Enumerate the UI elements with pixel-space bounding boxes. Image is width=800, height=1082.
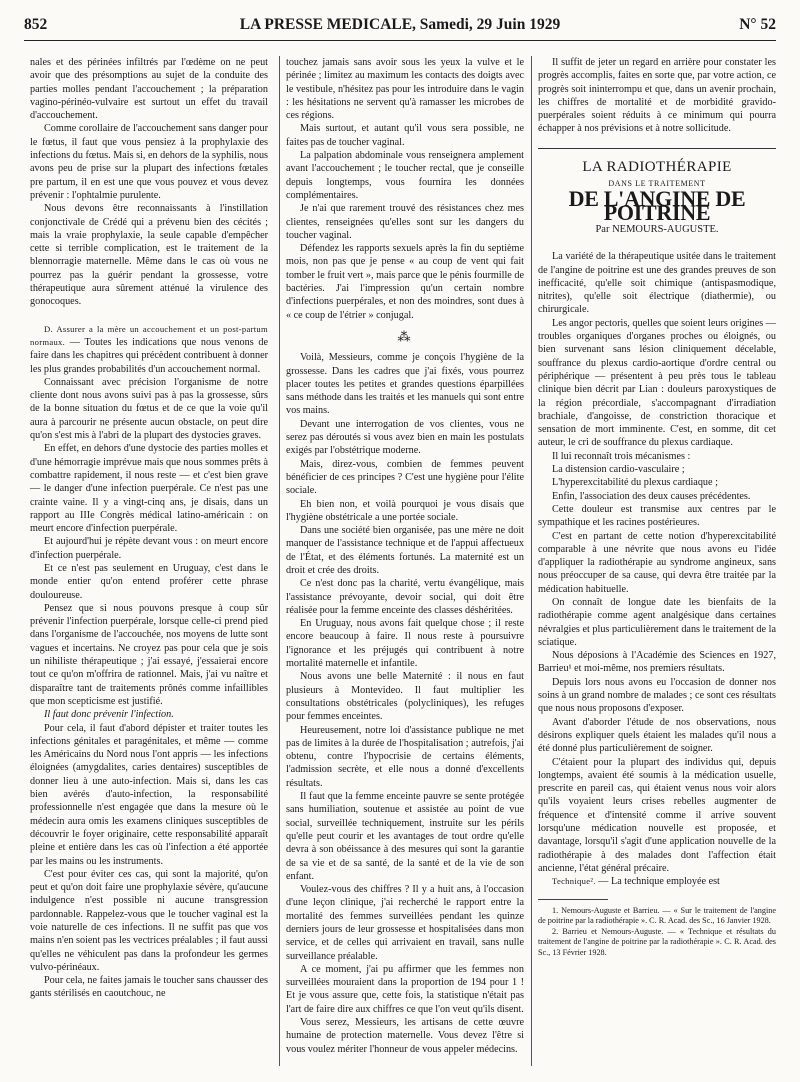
paragraph: Ce n'est donc pas la charité, vertu évangélique, mais l'assistance prévoyante, devoir social, qui doit être réalisée pour la femme enceinte des classes déshéritées. <box>286 578 524 616</box>
paragraph: Eh bien non, et voilà pourquoi je vous disais que l'hygiène obstétricale a une portée sociale. <box>286 498 524 523</box>
paragraph: Nous avons une belle Maternité : il nous en faut plusieurs à Montevideo. Il faut multiplier les consultations obstétricales (polycliniques), les refuges pour femmes enceintes. <box>286 671 524 723</box>
column-2 <box>286 56 524 1056</box>
header-rule <box>24 40 776 41</box>
section-separator: ⁂ <box>397 328 413 344</box>
list-item: La distension cardio-vasculaire ; <box>552 464 685 476</box>
paragraph: Et ce n'est pas seulement en Uruguay, c'est dans le monde entier qu'on entend proférer cette phrase douloureuse. <box>30 562 268 601</box>
paragraph: Depuis lors nous avons eu l'occasion de donner nos soins à un grand nombre de malades ; ce sont ces résultats que nous nous proposons d'exposer. <box>538 676 776 715</box>
footnote-2: 2. Barrieu et Nemours-Auguste. — « Technique et résultats du traitement de l'angine de poitrine par la radiothérapie ». C. R. Acad. des Sc., 13 Février 1928. <box>538 926 776 957</box>
section-text: — Toutes les indications que nous venons de faire dans les chapitres qui précèdent contribuent à donner les plus grandes probabilités d'un accouchement normal. <box>30 336 268 375</box>
article-kicker: LA RADIOTHÉRAPIE <box>582 158 732 175</box>
footnote-1: 1. Nemours-Auguste et Barrieu. — « Sur le traitement de l'angine de poitrine par la radiothérapie ». C. R. Acad. des Sc., 16 Janvier 1928. <box>538 905 776 926</box>
paragraph: Comme corollaire de l'accouchement sans danger pour le fœtus, il faut que vous pensiez à la prophylaxie des infections du fœtus. Mais si, en dehors de la syphilis, nous avons peu de prise sur la plupart des infections fœtales pre partum, il en est une que vous pouvez et vous devez prévenir : l'ophtalmie purulente. <box>30 123 268 201</box>
journal-title: LA PRESSE MEDICALE, Samedi, 29 Juin 1929 <box>239 16 561 33</box>
list-item: L'hyperexcitabilité du plexus cardiaque ; <box>552 477 718 489</box>
section-heading: D. Assurer a la mère un accouchement et un post-partum normaux. <box>30 323 268 347</box>
section-d-paragraph <box>30 323 268 376</box>
paragraph: On connaît de longue date les bienfaits de la radiothérapie comme agent analgésique dans certaines névralgies et plus particulièrement dans le traitement de la sciatique. <box>538 596 776 648</box>
paragraph: La variété de la thérapeutique usitée dans le traitement de l'angine de poitrine est une des grandes preuves de son inefficacité, qu'elle soit chimique (antispasmodique, nitrites), qu'elle soit électrique (diathermie), ou chirurgicale. <box>538 251 776 316</box>
paragraph: Voulez-vous des chiffres ? Il y a huit ans, à l'occasion d'une leçon clinique, j'ai recherché le rapport entre la mortalité des femmes surveillées pendant les quinze derniers jours de leur grossesse et hospitalisées dans mon service, et de celles qui arrivaient en travail, sans nulle surveillance préalable. <box>286 884 524 962</box>
paragraph: La palpation abdominale vous renseignera amplement avant l'accouchement ; le toucher rectal, que je conseille depuis longtemps, vous fournira les données complémentaires. <box>286 150 524 201</box>
paragraph: A ce moment, j'ai pu affirmer que les femmes non surveillées mouraient dans la proportion de 194 pour 1 ! Et je vous assure que, cette fois, la statistique n'était pas l'art de faire dire aux chiffres ce que l'on veut qu'ils disent. <box>286 963 524 1015</box>
article-kicker-secondary: DANS LE TRAITEMENT <box>608 179 706 189</box>
issue-number: N° 52 <box>739 16 776 33</box>
paragraph: C'étaient pour la plupart des individus qui, depuis longtemps, avaient été soumis à la médication usuelle, prescrite en pareil cas, qui étaient venus nous voir alors qu'ils voyaient leurs crises rebelles augmenter de fréquence et d'intensité comme il arrive souvent lorsqu'une médication nouvelle est proposée, et davantage, lorsqu'il s'agit d'une application nouvelle de la radiothérapie à des malades dont l'affection était ancienne, l'état général précaire. <box>538 756 776 874</box>
paragraph: Avant d'aborder l'étude de nos observations, nous désirons expliquer quels étaient les malades qu'il nous a été donné plus particulièrement de soigner. <box>538 716 776 755</box>
article-rule <box>538 148 776 149</box>
paragraph: C'est pour éviter ces cas, qui sont la majorité, qu'on peut et qu'on doit faire une prophylaxie sévère, qu'aucune indulgence n'est possible ni aucune transgression pardonnable. Rappelez-vous que le toucher vaginal est la voie naturelle de ces infections. Il ne suffit pas que vos mains n'en soient pas les vectrices préalables ; il faut aussi qu'elles ne véhiculent pas dans la profondeur les germes vulvo-périnéaux. <box>30 868 268 973</box>
paragraph: Mais, direz-vous, combien de femmes peuvent bénéficier de ces principes ? C'est une hygiène pour l'élite sociale. <box>286 458 524 497</box>
column-divider <box>531 56 532 1066</box>
column-3 <box>538 56 776 958</box>
paragraph: Mais surtout, et autant qu'il vous sera possible, ne faites pas de toucher vaginal. <box>286 123 524 148</box>
paragraph: Défendez les rapports sexuels après la fin du septième mois, non pas que je pense « au coup de vent qui fait tomber le fruit vert », mais parce que le pénis fourmille de bactéries. J'ai l'impression qu'un certain nombre d'infections puerpérales, et non des moindres, sont dues à « ce coup de l'étrier » conjugal. <box>286 243 524 321</box>
paragraph: Voilà, Messieurs, comme je conçois l'hygiène de la grossesse. Dans les cadres que j'ai fixés, vous pourrez placer toutes les petites et grandes questions éparpillées sans méthode dans les traités et les manuels qui sont entre vos mains. <box>286 352 524 417</box>
paragraph: Et aujourd'hui je répète devant vous : on meurt encore d'infection puerpérale. <box>30 536 268 561</box>
technique-paragraph <box>538 875 776 888</box>
paragraph: En Uruguay, nous avons fait quelque chose ; il reste encore beaucoup à faire. Il nous reste à poursuivre l'ignorance et les préjugés qui contribuent à notre mortalité maternelle et infantile. <box>286 618 524 670</box>
paragraph: Devant une interrogation de vos clientes, vous ne serez pas déroutés si vous avez bien en main les postulats exigés par l'obstétrique moderne. <box>286 418 524 457</box>
paragraph: touchez jamais sans avoir sous les yeux la vulve et le périnée ; limitez au maximum les contacts des doigts avec le vestibule, n'hésitez pas pour les introduire dans le vagin : les hésitations ne servent qu'à ramasser les microbes de ces régions. <box>286 57 524 122</box>
paragraph: En effet, en dehors d'une dystocie des parties molles et d'une hémorragie imprévue mais que nous sommes prêts à combattre rapidement, il nous reste — et c'est bien grave — le danger d'une infection puerpérale. Ce n'est pas une crainte vaine. Il y a vingt-cinq ans, je disais, dans un rapport au IIIe Congrès médical latino-américain : on meurt encore d'infection puerpérale. <box>30 443 268 535</box>
technique-label: Technique². <box>552 876 596 887</box>
column-1 <box>30 56 268 1001</box>
list-item: Enfin, l'association des deux causes précédentes. <box>552 490 751 502</box>
paragraph: Je n'ai que rarement trouvé des résistances chez mes clientes, renseignées qu'elles sont sur les dangers du toucher vaginal. <box>286 203 524 241</box>
paragraph: Nous devons être reconnaissants à l'instillation conjonctivale de Crédé qui a prévenu bien des cécités ; mais la vraie prophylaxie, la seule capable d'empêcher cette si terrible complication, est le traitement de la blennorragie maternelle. Même dans le cas où vous ne pourrez pas la guérir pendant la grossesse, votre thérapeutique aura sûrement atténué la virulence des gonocoques. <box>30 203 268 308</box>
page-header <box>24 16 776 38</box>
page-number: 852 <box>24 16 48 33</box>
paragraph: Cette douleur est transmise aux centres par le sympathique et les racines postérieures. <box>538 503 776 529</box>
paragraph: Pour cela, ne faites jamais le toucher sans chausser des gants stérilisés en caoutchouc, ne <box>30 975 268 1000</box>
paragraph: Il suffit de jeter un regard en arrière pour constater les progrès accomplis, faites en sorte que, par votre action, ce progrès soit ininterrompu et que, dans un avenir prochain, les chiffres de mortalité et de morbidité gravido-puerpérales soient réduits à ce minimum qui pourra échapper à nos prévisions et à notre sollicitude. <box>538 57 776 135</box>
paragraph: Dans une société bien organisée, pas une mère ne doit manquer de l'assistance technique et de l'appui affectueux de l'État, et des éléments fortunés. La maternité est un droit et crée des droits. <box>286 525 524 576</box>
paragraph: C'est en partant de cette notion d'hyperexcitabilité comparable à une névrite que nous avons eu l'idée d'appliquer la radiothérapie au syndrome angineux, sans nous préoccuper de sa cause, qui devra être traitée par la médication habituelle. <box>538 530 776 595</box>
paragraph: Nous déposions à l'Académie des Sciences en 1927, Barrieu¹ et moi-même, nos premiers résultats. <box>538 650 776 675</box>
technique-text: — La technique employée est <box>595 876 720 888</box>
paragraph: Il lui reconnaît trois mécanismes : <box>552 450 691 462</box>
paragraph: Il faut donc prévenir l'infection. <box>44 709 174 721</box>
paragraph: nales et des périnées infiltrés par l'œdème on ne peut avoir que des présomptions au sujet de la conduite des parties molles pendant l'accouchement ; la préparation vagino-périnéo-vulvaire est surtout un effet du travail d'accouchement. <box>30 57 268 122</box>
column-divider <box>279 56 280 1066</box>
paragraph: Heureusement, notre loi d'assistance publique ne met pas de limites à la durée de l'hospitalisation ; autrefois, j'ai obtenu, contre l'hypocrisie de certains éléments, l'admission secrète, et elle nous a donné d'excellents résultats. <box>286 724 524 789</box>
paragraph: Connaissant avec précision l'organisme de notre cliente dont nous avons suivi pas à pas la grossesse, sûrs de la bonne situation du fœtus et de ce que la voie qu'il aura à parcourir ne présente aucun obstacle, on peut dire qu'on s'est mis à l'abri de la plupart des dystocies graves. <box>30 376 268 442</box>
article-title: DE L'ANGINE DE POITRINE <box>568 186 746 225</box>
paragraph: Les angor pectoris, quelles que soient leurs origines — troubles organiques d'organes proches ou éloignés, ou bien survenant sans lésion cliniquement décelable, souffrance du plexus cardio-aortique d'ordre central ou périphérique — présentent à peu près tous le tableau clinique bien décrit par Lian : douleurs paroxystiques de la région précordiale, s'accompagnant d'irradiation brachiale, d'angoisse, de constriction thoracique et sensation de mort imminente. C'est, en somme, dit cet auteur, le cri de souffrance du plexus cardiaque. <box>538 317 776 449</box>
article-author: Par NEMOURS-AUGUSTE. <box>595 223 719 235</box>
paragraph: Pour cela, il faut d'abord dépister et traiter toutes les infections génitales et paragénitales, et même — comme les Américains du Nord nous l'ont appris — les infections éloignées (amygdalites, caries dentaires) susceptibles de donner lieu à une auto-infection. Mais si, dans les cas bien avérés d'auto-infection, la responsabilité professionnelle n'est engagée que dans la mesure où le médecin aura omis les examens cliniques susceptibles de découvrir le foyer originaire, cette responsabilité apparaît pleine et entière dans les cas où l'infection a été apportée par les mains ou les instruments. <box>30 722 268 867</box>
footnote-rule <box>538 899 608 900</box>
paragraph: Vous serez, Messieurs, les artisans de cette œuvre humaine de protection maternelle. Vous devez l'être si vous voulez mériter l'honneur de vous appeler médecins. <box>286 1017 524 1055</box>
paragraph: Il faut que la femme enceinte pauvre se sente protégée sans humiliation, soutenue et assistée au point de vue social, surveillée techniquement, instruite sur les périls qu'elle peut courir et les avantages de tout ordre qu'elle devra à son obéissance à des mesures qui sont la garantie de sa vie et de sa santé, de la santé et de la vie de son enfant. <box>286 791 524 882</box>
paragraph: Pensez que si nous pouvons presque à coup sûr prévenir l'infection puerpérale, lorsque celle-ci prend pied dans l'organisme de l'accouchée, nos moyens de lutte sont vagues et incertains. Ne croyez pas pour cela que je sois un nihiliste thérapeutique ; j'ai essayé, j'essaierai encore tout ce qu'on m'offrira de rationnel. Mais, j'ai vu naître et disparaître tant de traitements prônés comme infaillibles que mon scepticisme est justifié. <box>30 602 268 707</box>
